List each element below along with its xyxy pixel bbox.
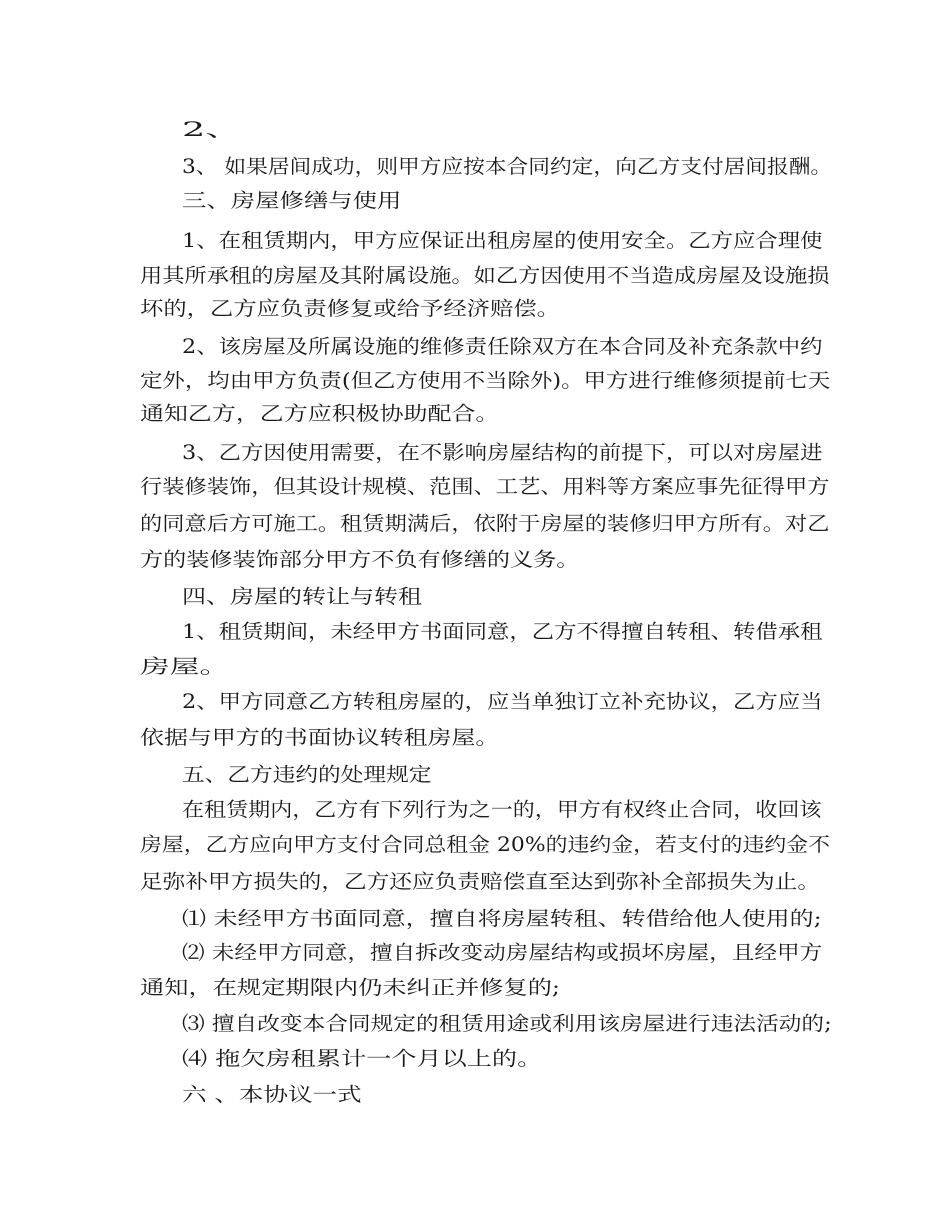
clause-text-line: 3、 如果居间成功，则甲方应按本合同约定，向乙方支付居间报酬。 (182, 155, 833, 178)
paragraph-line: 方的装修装饰部分甲方不负有修缮的义务。 (140, 548, 580, 571)
section-heading: 六 、本协议一式 (182, 1083, 362, 1106)
list-item-line: ⑵ 未经甲方同意，擅自拆改变动房屋结构或损坏房屋，且经甲方 (182, 941, 823, 964)
paragraph-first-line: 2、甲方同意乙方转租房屋的，应当单独订立补充协议，乙方应当 (182, 690, 823, 713)
paragraph-line: 房屋。 (140, 655, 230, 678)
paragraph-first-line: 2、该房屋及所属设施的维修责任除双方在本合同及补充条款中约 (182, 335, 823, 358)
paragraph-line: 用其所承租的房屋及其附属设施。如乙方因使用不当造成房屋及设施损 (140, 264, 830, 287)
paragraph-line: 通知乙方，乙方应积极协助配合。 (140, 402, 500, 425)
paragraph-first-line: 在租赁期内，乙方有下列行为之一的，甲方有权终止合同，收回该 (182, 798, 822, 821)
list-item-line: ⑶ 擅自改变本合同规定的租赁用途或利用该房屋进行违法活动的; (182, 1012, 832, 1035)
paragraph-line: 定外，均由甲方负责(但乙方使用不当除外)。甲方进行维修须提前七天 (140, 369, 831, 392)
paragraph-line: 的同意后方可施工。租赁期满后，依附于房屋的装修归甲方所有。对乙 (140, 512, 830, 535)
section-heading: 四、房屋的转让与转租 (182, 585, 423, 608)
paragraph-line: 通知，在规定期限内仍未纠正并修复的; (140, 976, 561, 999)
section-heading: 三、房屋修缮与使用 (182, 189, 402, 212)
list-item-line: ⑴ 未经甲方书面同意，擅自将房屋转租、转借给他人使用的; (182, 907, 822, 930)
paragraph-line: 依据与甲方的书面协议转租房屋。 (140, 726, 500, 749)
paragraph-first-line: 1、在租赁期内，甲方应保证出租房屋的使用安全。乙方应合理使 (182, 229, 823, 252)
list-item-line: ⑷ 拖欠房租累计一个月以上的。 (182, 1047, 543, 1070)
paragraph-line: 足弥补甲方损失的，乙方还应负责赔偿直至达到弥补全部损失为止。 (140, 870, 821, 893)
clause-number-line: 2、 (182, 118, 242, 141)
paragraph-line: 房屋，乙方应向甲方支付合同总租金 20%的违约金，若支付的违约金不 (140, 833, 831, 856)
section-heading: 五、乙方违约的处理规定 (182, 763, 432, 786)
paragraph-first-line: 3、乙方因使用需要，在不影响房屋结构的前提下，可以对房屋进 (182, 441, 823, 464)
paragraph-line: 行装修装饰，但其设计规模、范围、工艺、用料等方案应事先征得甲方 (140, 475, 830, 498)
paragraph-first-line: 1、租赁期间，未经甲方书面同意，乙方不得擅自转租、转借承租 (182, 620, 823, 643)
paragraph-line: 坏的，乙方应负责修复或给予经济赔偿。 (140, 297, 561, 320)
